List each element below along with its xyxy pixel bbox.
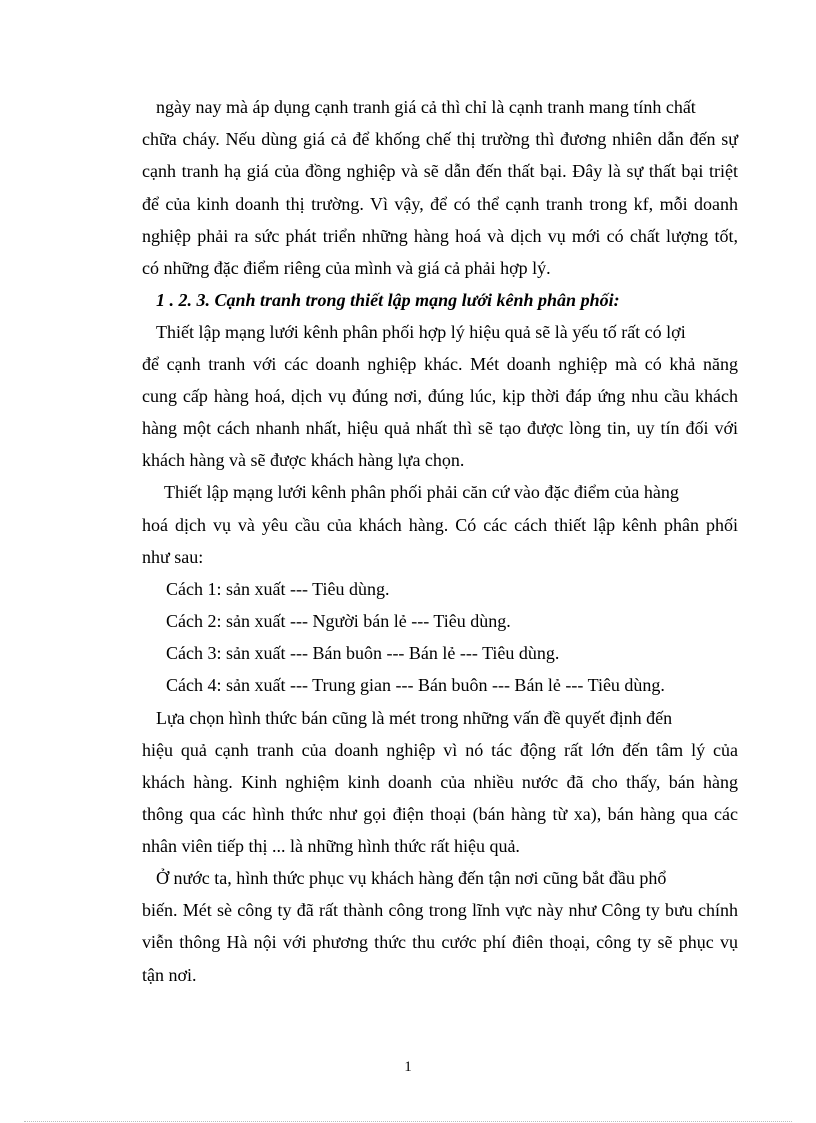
paragraph-4-line-3: khách hàng. Kinh nghiệm kinh doanh của nhiều nước đã cho thấy, bán hàng	[142, 772, 738, 792]
paragraph-3-line-1: Thiết lập mạng lưới kênh phân phối phải căn cứ vào đặc điểm của hàng	[164, 482, 679, 502]
paragraph-4-line-1: Lựa chọn hình thức bán cũng là mét trong những vấn đề quyết định đến	[156, 708, 673, 728]
paragraph-2-line-3: cung cấp hàng hoá, dịch vụ đúng nơi, đúng lúc, kịp thời đáp ứng nhu cầu khách	[142, 386, 738, 406]
paragraph-1-line-6: có những đặc điểm riêng của mình và giá cả phải hợp lý.	[142, 258, 551, 278]
paragraph-1-line-3: cạnh tranh hạ giá của đồng nghiệp và sẽ dẫn đến thất bại. Đây là sự thất bại triệt	[142, 161, 738, 181]
paragraph-2-line-4: hàng một cách nhanh nhất, hiệu quả nhất thì sẽ tạo được lòng tin, uy tín đối với	[142, 418, 738, 438]
paragraph-1-line-1: ngày nay mà áp dụng cạnh tranh giá cả thì chỉ là cạnh tranh mang tính chất	[156, 97, 696, 117]
page-number: 1	[404, 1059, 412, 1075]
paragraph-3-line-3: như sau:	[142, 547, 204, 567]
paragraph-3-line-2: hoá dịch vụ và yêu cầu của khách hàng. Có các cách thiết lập kênh phân phối	[142, 515, 738, 535]
paragraph-1-line-4: để của kinh doanh thị trường. Vì vậy, để có thể cạnh tranh trong kf, mỗi doanh	[142, 194, 738, 214]
paragraph-4-line-5: nhân viên tiếp thị ... là những hình thức rất hiệu quả.	[142, 836, 520, 856]
method-2: Cách 2: sản xuất --- Người bán lẻ --- Tiêu dùng.	[166, 611, 511, 631]
paragraph-2-line-5: khách hàng và sẽ được khách hàng lựa chọn.	[142, 450, 465, 470]
method-4: Cách 4: sản xuất --- Trung gian --- Bán buôn --- Bán lẻ --- Tiêu dùng.	[166, 675, 665, 695]
paragraph-5-line-2: biến. Mét sè công ty đã rất thành công trong lĩnh vực này như Công ty bưu chính	[142, 900, 738, 920]
paragraph-1-line-2: chữa cháy. Nếu dùng giá cả để khống chế thị trường thì đương nhiên dẫn đến sự	[142, 129, 738, 149]
paragraph-5-line-4: tận nơi.	[142, 965, 197, 985]
paragraph-5-line-1: Ở nước ta, hình thức phục vụ khách hàng đến tận nơi cũng bắt đầu phổ	[156, 868, 667, 888]
paragraph-1-line-5: nghiệp phải ra sức phát triển những hàng hoá và dịch vụ mới có chất lượng tốt,	[142, 226, 738, 246]
paragraph-5-line-3: viễn thông Hà nội với phương thức thu cước phí điên thoại, công ty sẽ phục vụ	[142, 932, 738, 952]
paragraph-2-line-1: Thiết lập mạng lưới kênh phân phối hợp lý hiệu quả sẽ là yếu tố rất có lợi	[156, 322, 686, 342]
section-heading: 1 . 2. 3. Cạnh tranh trong thiết lập mạng lưới kênh phân phối:	[156, 290, 620, 310]
paragraph-4-line-2: hiệu quả cạnh tranh của doanh nghiệp vì nó tác động rất lớn đến tâm lý của	[142, 740, 738, 760]
method-1: Cách 1: sản xuất --- Tiêu dùng.	[166, 579, 390, 599]
paragraph-2-line-2: để cạnh tranh với các doanh nghiệp khác. Mét doanh nghiệp mà có khả năng	[142, 354, 738, 374]
method-3: Cách 3: sản xuất --- Bán buôn --- Bán lẻ --- Tiêu dùng.	[166, 643, 560, 663]
footer-divider	[24, 1121, 792, 1122]
paragraph-4-line-4: thông qua các hình thức như gọi điện thoại (bán hàng từ xa), bán hàng qua các	[142, 804, 738, 824]
